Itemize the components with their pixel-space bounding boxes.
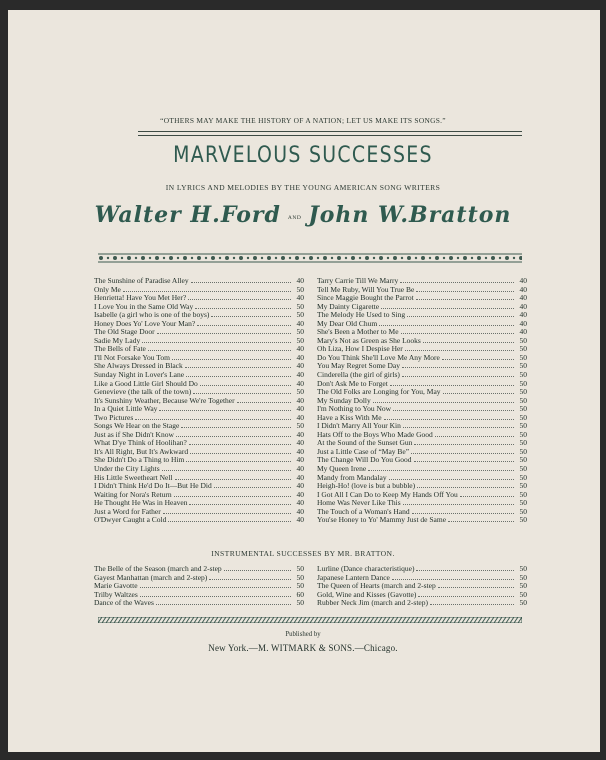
- songs-left-column: [94, 277, 304, 525]
- song-title: Rubber Neck Jim (march and 2-step): [317, 598, 429, 608]
- song-price: 50: [296, 598, 304, 608]
- song-title: Marie Gavotte: [94, 581, 138, 591]
- dot-leader: [142, 342, 291, 343]
- dot-leader: [140, 596, 291, 597]
- list-item: [317, 516, 527, 525]
- dot-leader: [411, 453, 514, 454]
- dot-leader: [190, 453, 291, 454]
- song-title: I Love You in the Same Old Way: [94, 301, 194, 311]
- song-title: She's Been a Mother to Me: [317, 327, 399, 337]
- dot-leader: [193, 393, 291, 394]
- song-title: The Old Folks are Longing for You, May: [317, 387, 441, 397]
- song-title: Waiting for Nora's Return: [94, 489, 172, 499]
- song-price: 50: [519, 446, 527, 456]
- song-price: 40: [519, 276, 527, 285]
- song-price: 40: [296, 370, 304, 380]
- song-price: 50: [519, 378, 527, 388]
- song-price: 50: [519, 564, 527, 573]
- song-price: 50: [296, 284, 304, 294]
- song-price: 50: [519, 598, 527, 608]
- dot-leader: [401, 333, 514, 334]
- song-price: 40: [296, 515, 304, 525]
- song-title: Don't Ask Me to Forget: [317, 378, 388, 388]
- song-price: 40: [519, 293, 527, 303]
- dot-leader: [403, 504, 514, 505]
- song-title: What D'ye Think of Hoolihan?: [94, 438, 187, 448]
- song-title: Mary's Not as Green as She Looks: [317, 335, 421, 345]
- dot-leader: [214, 487, 291, 488]
- dot-leader: [414, 461, 514, 462]
- list-item: [94, 277, 304, 286]
- song-price: 50: [296, 301, 304, 311]
- publisher-line: New York.—M. WITMARK & SONS.—Chicago.: [208, 643, 398, 653]
- song-price: 60: [296, 589, 304, 599]
- dot-leader: [393, 410, 514, 411]
- song-title: Gold, Wine and Kisses (Gavotte): [317, 589, 417, 599]
- song-price: 40: [519, 318, 527, 328]
- song-price: 50: [296, 421, 304, 431]
- song-title: Dance of the Waves: [94, 598, 154, 608]
- dot-leader: [416, 570, 514, 571]
- song-title: I Didn't Marry All Your Kin: [317, 421, 401, 431]
- song-price: 40: [296, 352, 304, 362]
- dot-leader: [416, 291, 514, 292]
- dot-leader: [460, 496, 514, 497]
- dot-leader: [200, 385, 291, 386]
- song-title: I'll Not Forsake You Tom: [94, 352, 170, 362]
- song-price: 50: [519, 395, 527, 405]
- song-title: Isabelle (a girl who is one of the boys): [94, 310, 210, 320]
- song-title: I Didn't Think He'd Do It—But He Did: [94, 481, 212, 491]
- instrumental-left-column: [94, 565, 304, 608]
- song-title: It's Sunshiny Weather, Because We're Together: [94, 395, 235, 405]
- song-title: Sunday Night in Lover's Lane: [94, 370, 185, 380]
- instrumental-right-column: [317, 565, 527, 608]
- dot-leader: [188, 299, 291, 300]
- song-price: 50: [519, 412, 527, 422]
- dot-leader: [159, 410, 291, 411]
- dot-leader: [407, 316, 514, 317]
- song-price: 50: [296, 572, 304, 582]
- dot-leader: [224, 570, 291, 571]
- song-title: O'Dwyer Caught a Cold: [94, 515, 167, 525]
- song-price: 50: [519, 404, 527, 414]
- published-by-label: Published by: [285, 631, 321, 638]
- dot-leader: [373, 402, 514, 403]
- dot-leader: [448, 521, 514, 522]
- song-title: Two Pictures: [94, 412, 134, 422]
- song-title: Japanese Lantern Dance: [317, 572, 390, 582]
- dot-leader: [402, 376, 514, 377]
- song-price: 40: [296, 378, 304, 388]
- dot-leader: [176, 436, 291, 437]
- song-title: The Melody He Used to Sing: [317, 310, 406, 320]
- dot-leader: [389, 479, 514, 480]
- song-title: The Queen of Hearts (march and 2-step: [317, 581, 436, 591]
- song-price: 50: [519, 581, 527, 591]
- song-title: In a Quiet Little Way: [94, 404, 158, 414]
- dot-leader: [168, 521, 291, 522]
- song-price: 40: [296, 506, 304, 516]
- song-title: At the Sound of the Sunset Gun: [317, 438, 413, 448]
- song-title: You May Regret Some Day: [317, 361, 400, 371]
- dot-leader: [418, 596, 514, 597]
- dot-leader: [412, 513, 514, 514]
- song-title: I Got All I Can Do to Keep My Hands Off You: [317, 489, 458, 499]
- song-price: 50: [519, 481, 527, 491]
- song-price: 50: [519, 361, 527, 371]
- song-title: Mandy from Mandalay: [317, 472, 387, 482]
- song-title: Genevieve (the talk of the town): [94, 387, 192, 397]
- song-price: 50: [519, 498, 527, 508]
- song-price: 50: [519, 438, 527, 448]
- motto: “OTHERS MAY MAKE THE HISTORY OF A NATION; LET US MAKE ITS SONGS.”: [160, 116, 446, 125]
- dot-leader: [400, 282, 514, 283]
- author-ford: Walter H.Ford: [94, 202, 281, 228]
- dot-leader: [189, 504, 291, 505]
- song-price: 50: [519, 506, 527, 516]
- dot-leader: [381, 308, 514, 309]
- song-price: 50: [519, 589, 527, 599]
- song-price: 40: [296, 481, 304, 491]
- dot-leader: [368, 470, 514, 471]
- song-title: Tell Me Ruby, Will You True Be: [317, 284, 415, 294]
- song-title: The Change Will Do You Good: [317, 455, 412, 465]
- song-price: 50: [519, 429, 527, 439]
- song-title: Just a Word for Father: [94, 506, 161, 516]
- dot-leader: [191, 282, 291, 283]
- song-price: 40: [519, 301, 527, 311]
- dot-leader: [197, 325, 291, 326]
- song-title: It's All Right, But It's Awkward: [94, 446, 189, 456]
- song-title: The Belle of the Season (march and 2-step: [94, 564, 222, 573]
- song-price: 50: [519, 489, 527, 499]
- song-title: Lurline (Dance characteristique): [317, 564, 415, 573]
- dot-leader: [435, 436, 514, 437]
- song-price: 40: [296, 293, 304, 303]
- song-price: 50: [519, 464, 527, 474]
- song-title: She Always Dressed in Black: [94, 361, 183, 371]
- author-bratton: John W.Bratton: [308, 202, 512, 228]
- song-title: Henrietta! Have You Met Her?: [94, 293, 187, 303]
- dot-leader: [423, 342, 514, 343]
- list-item: [94, 516, 304, 525]
- dot-leader: [443, 393, 514, 394]
- song-title: The Old Stage Door: [94, 327, 155, 337]
- song-price: 40: [296, 318, 304, 328]
- song-title: Home Was Never Like This: [317, 498, 401, 508]
- dot-leader: [186, 461, 291, 462]
- song-price: 50: [296, 327, 304, 337]
- song-price: 50: [519, 387, 527, 397]
- song-price: 40: [519, 284, 527, 294]
- dot-leader: [403, 427, 514, 428]
- song-price: 40: [296, 438, 304, 448]
- song-title: Tarry Carrie Till We Marry: [317, 276, 399, 285]
- dot-leader: [181, 427, 291, 428]
- dot-leader: [402, 367, 514, 368]
- song-price: 40: [296, 395, 304, 405]
- ornamental-rope-border: [98, 617, 522, 623]
- song-price: 40: [296, 464, 304, 474]
- song-title: Under the City Lights: [94, 464, 160, 474]
- list-item: [317, 599, 527, 608]
- song-title: Just a Little Case of “May Be”: [317, 446, 410, 456]
- dot-leader: [162, 470, 291, 471]
- songs-right-column: [317, 277, 527, 525]
- song-price: 40: [296, 412, 304, 422]
- song-title: The Touch of a Woman's Hand: [317, 506, 410, 516]
- divider-rule: [138, 131, 522, 132]
- page-title: MARVELOUS SUCCESSES: [173, 143, 433, 168]
- song-price: 50: [296, 387, 304, 397]
- dot-leader: [405, 350, 514, 351]
- song-price: 40: [296, 472, 304, 482]
- song-title: Since Maggie Bought the Parrot: [317, 293, 414, 303]
- dot-leader: [392, 579, 514, 580]
- song-title: My Sunday Dolly: [317, 395, 371, 405]
- song-title: Sadie My Lady: [94, 335, 141, 345]
- song-title: She Didn't Do a Thing to Him: [94, 455, 185, 465]
- song-price: 50: [296, 581, 304, 591]
- song-price: 40: [296, 429, 304, 439]
- song-price: 40: [296, 361, 304, 371]
- song-title: Heigh-Ho! (love is but a bubble): [317, 481, 416, 491]
- divider-rule: [138, 135, 522, 136]
- author-conjunction: AND: [287, 215, 302, 222]
- song-price: 50: [519, 370, 527, 380]
- dot-leader: [175, 479, 291, 480]
- dot-leader: [237, 402, 291, 403]
- list-item: [94, 599, 304, 608]
- dot-leader: [148, 350, 291, 351]
- dot-leader: [186, 376, 291, 377]
- dot-leader: [384, 419, 514, 420]
- dot-leader: [209, 579, 291, 580]
- song-title: Only Me: [94, 284, 121, 294]
- song-title: Do You Think She'll Love Me Any More: [317, 352, 440, 362]
- song-price: 40: [296, 455, 304, 465]
- song-title: You'se Honey to Yo' Mammy Just de Same: [317, 515, 447, 525]
- song-title: Gayest Manhattan (march and 2-step): [94, 572, 208, 582]
- song-price: 40: [519, 310, 527, 320]
- dot-leader: [195, 308, 291, 309]
- song-price: 50: [519, 335, 527, 345]
- dot-leader: [417, 487, 514, 488]
- song-price: 40: [296, 276, 304, 285]
- song-title: He Thought He Was in Heaven: [94, 498, 188, 508]
- song-price: 40: [296, 498, 304, 508]
- song-title: Trilby Waltzes: [94, 589, 138, 599]
- song-price: 50: [519, 572, 527, 582]
- song-price: 50: [296, 564, 304, 573]
- song-title: Oh Liza, How I Despise Her: [317, 344, 403, 354]
- dot-leader: [135, 419, 291, 420]
- dot-leader: [189, 444, 291, 445]
- song-title: The Sunshine of Paradise Alley: [94, 276, 189, 285]
- song-price: 40: [296, 404, 304, 414]
- song-title: Honey Does Yo' Love Your Man?: [94, 318, 196, 328]
- song-price: 50: [519, 455, 527, 465]
- song-price: 40: [296, 344, 304, 354]
- dot-leader: [430, 604, 514, 605]
- song-title: The Bells of Fate: [94, 344, 146, 354]
- song-title: Have a Kiss With Me: [317, 412, 382, 422]
- subtitle: IN LYRICS AND MELODIES BY THE YOUNG AMERICAN SONG WRITERS: [165, 183, 441, 192]
- song-title: Cinderella (the girl of girls): [317, 370, 400, 380]
- dot-leader: [442, 359, 514, 360]
- dot-leader: [157, 333, 291, 334]
- dot-leader: [163, 513, 291, 514]
- song-price: 50: [519, 515, 527, 525]
- song-price: 40: [296, 446, 304, 456]
- song-title: Hats Off to the Boys Who Made Good: [317, 429, 433, 439]
- instrumental-heading: INSTRUMENTAL SUCCESSES BY MR. BRATTON.: [211, 549, 395, 558]
- song-title: My Queen Irene: [317, 464, 367, 474]
- song-price: 50: [519, 472, 527, 482]
- song-title: Songs We Hear on the Stage: [94, 421, 180, 431]
- song-title: Like a Good Little Girl Should Do: [94, 378, 198, 388]
- song-price: 40: [296, 489, 304, 499]
- song-title: His Little Sweetheart Nell: [94, 472, 173, 482]
- song-price: 50: [296, 310, 304, 320]
- song-title: My Dainty Cigarette: [317, 301, 380, 311]
- dot-leader: [416, 299, 514, 300]
- song-price: 50: [519, 352, 527, 362]
- dot-leader: [185, 367, 291, 368]
- dot-leader: [156, 604, 291, 605]
- song-title: My Dear Old Chum: [317, 318, 378, 328]
- dot-leader: [172, 359, 291, 360]
- song-price: 50: [519, 421, 527, 431]
- dot-leader: [390, 385, 514, 386]
- dot-leader: [211, 316, 291, 317]
- song-price: 50: [296, 335, 304, 345]
- dot-leader: [140, 587, 291, 588]
- author-names: [0, 202, 606, 228]
- song-title: Just as if She Didn't Know: [94, 429, 174, 439]
- dot-leader: [438, 587, 514, 588]
- song-price: 50: [519, 344, 527, 354]
- dot-leader: [174, 496, 291, 497]
- song-price: 40: [519, 327, 527, 337]
- dot-leader: [379, 325, 514, 326]
- dot-leader: [414, 444, 514, 445]
- ornamental-border: [98, 253, 522, 263]
- song-title: I'm Nothing to You Now: [317, 404, 392, 414]
- dot-leader: [123, 291, 291, 292]
